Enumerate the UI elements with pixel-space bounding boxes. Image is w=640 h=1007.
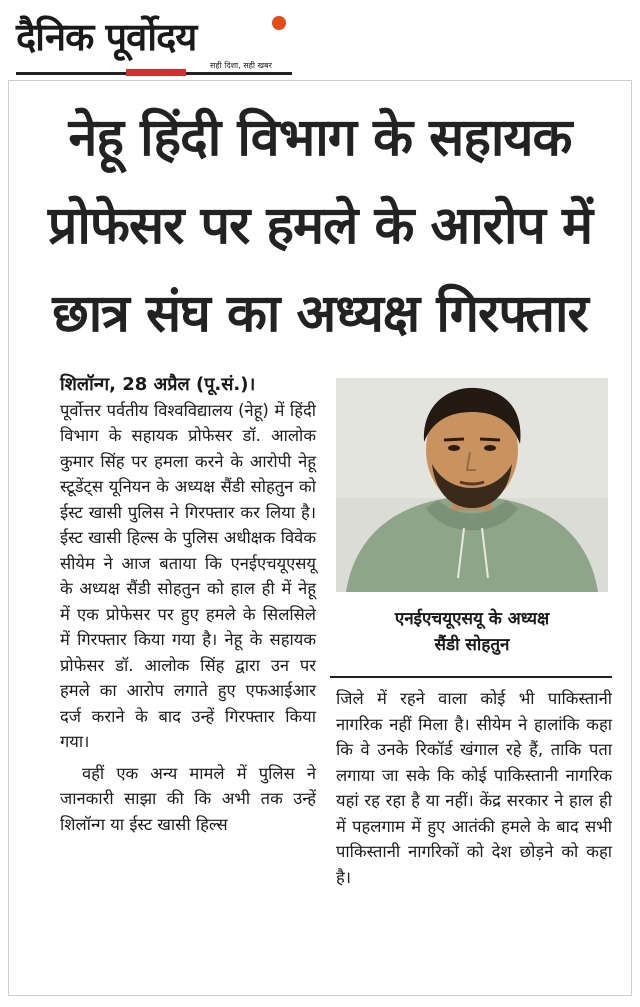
masthead (10, 8, 300, 72)
article-paragraph-1: पूर्वोत्तर पर्वतीय विश्वविद्यालय (नेहू) में हिंदी विभाग के सहायक प्रोफेसर डॉ. आलोक कुमार सिंह पर हमला करने के आरोपी नेहू स्टूडेंट्स यूनियन के अध्यक्ष सैंडी सोहतुन को ईस्ट खासी पुलिस ने गिरफ्तार कर लिया है। ईस्ट खासी हिल्स के पुलिस अधीक्षक विवेक सीयेम ने आज बताया कि एनईएचयूएसयू के अध्यक्ष सैंडी सोहतुन को हाल ही में नेहू में एक प्रोफेसर पर हुए हमले के सिलसिले में गिरफ्तार किया गया है। नेहू के सहायक प्रोफेसर डॉ. आलोक सिंह द्वारा उन पर हमले का आरोप लगाते हुए एफआईआर दर्ज कराने के बाद उन्हें गिरफ्तार किया गया। (60, 400, 316, 751)
headline (18, 94, 622, 358)
newspaper-logo: दैनिक पूर्वोदय (16, 15, 197, 59)
article-column-left (60, 372, 316, 837)
news-photo (336, 378, 608, 592)
column-divider (330, 676, 612, 678)
masthead-tagline: सही दिशा, सही खबर (210, 61, 272, 70)
article-paragraph-2: वहीं एक अन्य मामले में पुलिस ने जानकारी साझा की कि अभी तक उन्हें शिलॉन्ग या ईस्ट खासी हिल्स (60, 763, 316, 834)
headline-line-1: नेहू हिंदी विभाग के सहायक (68, 108, 572, 168)
photo-caption (336, 606, 608, 658)
photo-caption-line-1: एनईएचयूएसयू के अध्यक्ष (394, 609, 550, 629)
headline-line-2: प्रोफेसर पर हमले के आरोप में (47, 196, 593, 256)
article-column-right (336, 686, 612, 890)
logo-dot-icon (272, 16, 286, 30)
masthead-red-bar (126, 69, 186, 76)
headline-line-3: छात्र संघ का अध्यक्ष गिरफ्तार (52, 284, 588, 344)
photo-caption-line-2: सैंडी सोहतुन (434, 635, 510, 655)
person-photo-icon (336, 378, 608, 592)
article-paragraph-3: जिले में रहने वाला कोई भी पाकिस्तानी नागरिक नहीं मिला है। सीयेम ने हालांकि कहा कि वे उनके रिकॉर्ड खंगाल रहे हैं, ताकि पता लगाया जा सके कि कोई पाकिस्तानी नागरिक यहां रह रहा है या नहीं। केंद्र सरकार ने हाल ही में पहलगाम में हुए आतंकी हमले के बाद सभी पाकिस्तानी नागरिकों को देश छोड़ने को कहा है। (336, 689, 612, 887)
dateline: शिलॉन्ग, 28 अप्रैल (पू.सं.)। (60, 374, 256, 395)
